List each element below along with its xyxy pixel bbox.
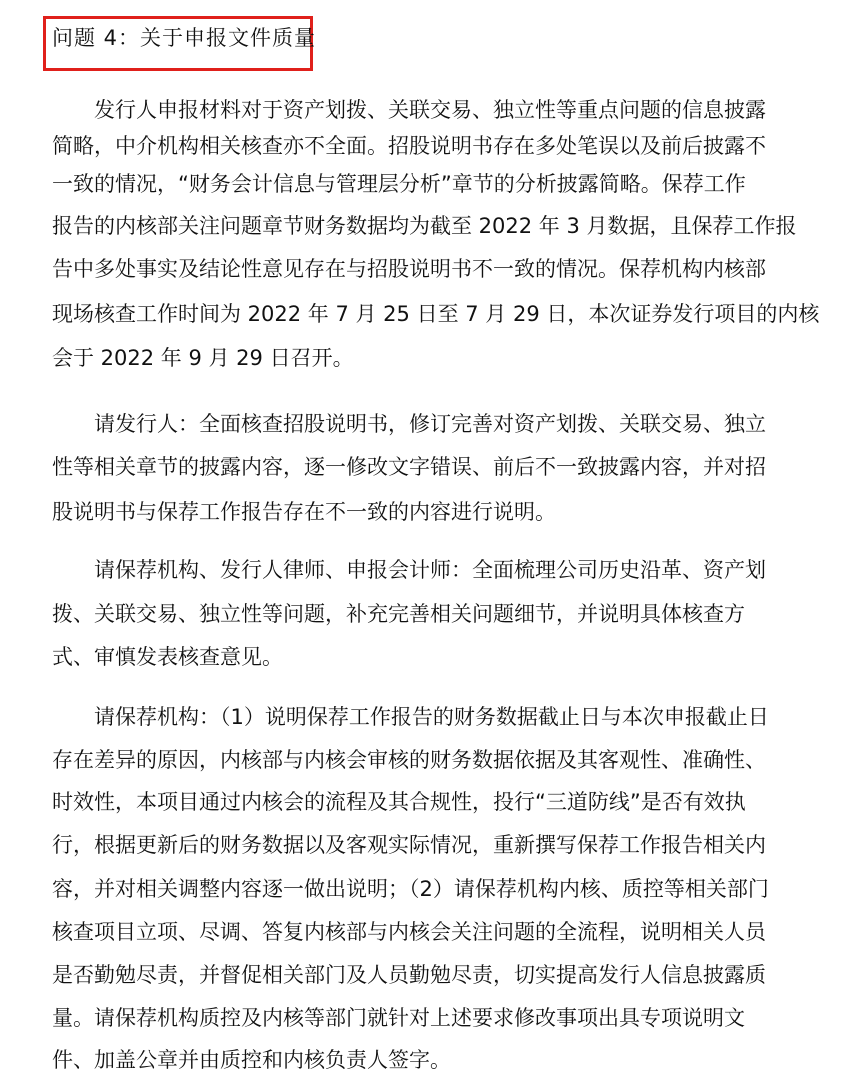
paragraph-4-line: 核查项目立项、尽调、答复内核部与内核会关注问题的全流程，说明相关人员 bbox=[52, 920, 766, 944]
paragraph-1-line: 发行人申报材料对于资产划拨、关联交易、独立性等重点问题的信息披露 bbox=[94, 98, 766, 122]
paragraph-4-line: 时效性，本项目通过内核会的流程及其合规性，投行“三道防线”是否有效执 bbox=[52, 790, 746, 814]
paragraph-4-line: 容，并对相关调整内容逐一做出说明；（2）请保荐机构内核、质控等相关部门 bbox=[52, 877, 769, 901]
paragraph-4-line: 是否勤勉尽责，并督促相关部门及人员勤勉尽责，切实提高发行人信息披露质 bbox=[52, 963, 766, 987]
paragraph-4-line: 量。请保荐机构质控及内核等部门就针对上述要求修改事项出具专项说明文 bbox=[52, 1006, 745, 1030]
paragraph-1-line: 简略，中介机构相关核查亦不全面。招股说明书存在多处笔误以及前后披露不 bbox=[52, 134, 766, 158]
section-heading: 问题 4：关于申报文件质量 bbox=[52, 26, 317, 50]
paragraph-2-line: 性等相关章节的披露内容，逐一修改文字错误、前后不一致披露内容，并对招 bbox=[52, 455, 766, 479]
paragraph-1-line: 告中多处事实及结论性意见存在与招股说明书不一致的情况。保荐机构内核部 bbox=[52, 257, 766, 281]
paragraph-1-line: 一致的情况，“财务会计信息与管理层分析”章节的分析披露简略。保荐工作 bbox=[52, 172, 746, 196]
paragraph-4-line: 件、加盖公章并由质控和内核负责人签字。 bbox=[52, 1048, 451, 1072]
paragraph-1-line: 报告的内核部关注问题章节财务数据均为截至 2022 年 3 月数据，且保荐工作报 bbox=[52, 214, 797, 238]
paragraph-2-line: 请发行人：全面核查招股说明书，修订完善对资产划拨、关联交易、独立 bbox=[94, 412, 766, 436]
paragraph-2-line: 股说明书与保荐工作报告存在不一致的内容进行说明。 bbox=[52, 500, 556, 524]
paragraph-4-line: 行，根据更新后的财务数据以及客观实际情况，重新撰写保荐工作报告相关内 bbox=[52, 833, 766, 857]
paragraph-1-line: 现场核查工作时间为 2022 年 7 月 25 日至 7 月 29 日，本次证券发行项目的内核 bbox=[52, 302, 820, 326]
paragraph-4-line: 存在差异的原因，内核部与内核会审核的财务数据依据及其客观性、准确性、 bbox=[52, 748, 766, 772]
paragraph-3-line: 式、审慎发表核查意见。 bbox=[52, 645, 283, 669]
paragraph-3-line: 拨、关联交易、独立性等问题，补充完善相关问题细节，并说明具体核查方 bbox=[52, 602, 745, 626]
paragraph-1-line: 会于 2022 年 9 月 29 日召开。 bbox=[52, 346, 354, 370]
paragraph-3-line: 请保荐机构、发行人律师、申报会计师：全面梳理公司历史沿革、资产划 bbox=[94, 558, 766, 582]
paragraph-4-line: 请保荐机构：（1）说明保荐工作报告的财务数据截止日与本次申报截止日 bbox=[94, 705, 769, 729]
